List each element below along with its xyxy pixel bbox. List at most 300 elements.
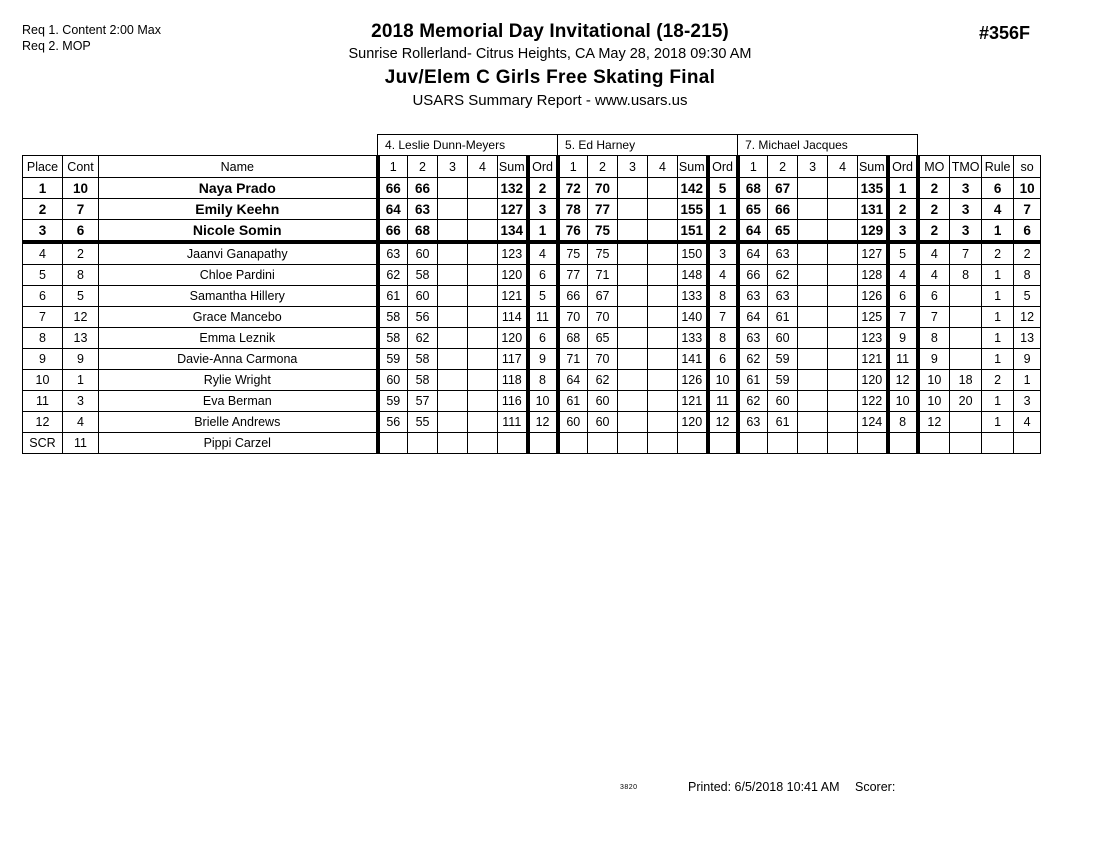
col-header-tmo: TMO bbox=[950, 156, 982, 178]
cell-j3-score3 bbox=[798, 370, 828, 391]
cell-j1-score1: 66 bbox=[378, 220, 408, 243]
cell-j2-score4 bbox=[648, 178, 678, 199]
cell-j2-score2: 75 bbox=[588, 242, 618, 265]
cell-j1-score1: 56 bbox=[378, 412, 408, 433]
cell-j2-sum: 155 bbox=[678, 199, 708, 220]
cell-j2-score4 bbox=[648, 265, 678, 286]
cell-j1-score1 bbox=[378, 433, 408, 454]
cell-cont: 7 bbox=[63, 199, 99, 220]
cell-j2-ord: 3 bbox=[708, 242, 738, 265]
col-header-j1-s4: 4 bbox=[468, 156, 498, 178]
cell-j2-ord: 8 bbox=[708, 286, 738, 307]
cell-so: 12 bbox=[1014, 307, 1041, 328]
cell-j1-score2: 55 bbox=[408, 412, 438, 433]
cell-j3-sum: 120 bbox=[858, 370, 888, 391]
cell-so: 5 bbox=[1014, 286, 1041, 307]
cell-place: 9 bbox=[23, 349, 63, 370]
cell-j1-score4 bbox=[468, 433, 498, 454]
cell-tmo: 20 bbox=[950, 391, 982, 412]
table-row bbox=[23, 286, 1041, 307]
band-spacer-left bbox=[23, 135, 378, 156]
cell-j3-sum: 125 bbox=[858, 307, 888, 328]
cell-j2-score1 bbox=[558, 433, 588, 454]
event-title: 2018 Memorial Day Invitational (18-215) bbox=[371, 21, 729, 42]
table-row bbox=[23, 328, 1041, 349]
cell-j2-sum: 141 bbox=[678, 349, 708, 370]
cell-so: 3 bbox=[1014, 391, 1041, 412]
cell-j1-score2: 60 bbox=[408, 242, 438, 265]
venue-datetime: Sunrise Rollerland- Citrus Heights, CA May 28, 2018 09:30 AM bbox=[348, 46, 752, 62]
table-row bbox=[23, 391, 1041, 412]
cell-so bbox=[1014, 433, 1041, 454]
cell-j2-score4 bbox=[648, 220, 678, 243]
cell-j1-score1: 66 bbox=[378, 178, 408, 199]
cell-j3-sum: 123 bbox=[858, 328, 888, 349]
cell-name: Emma Leznik bbox=[99, 328, 378, 349]
cell-rule: 6 bbox=[982, 178, 1014, 199]
cell-j1-score2: 63 bbox=[408, 199, 438, 220]
cell-j3-score4 bbox=[828, 391, 858, 412]
cell-j1-score1: 64 bbox=[378, 199, 408, 220]
cell-rule: 4 bbox=[982, 199, 1014, 220]
cell-j2-score2: 60 bbox=[588, 391, 618, 412]
cell-j2-score1: 64 bbox=[558, 370, 588, 391]
cell-j3-sum: 128 bbox=[858, 265, 888, 286]
cell-j1-score3 bbox=[438, 199, 468, 220]
cell-name: Rylie Wright bbox=[99, 370, 378, 391]
cell-j3-score3 bbox=[798, 412, 828, 433]
cell-j1-sum bbox=[498, 433, 528, 454]
cell-j2-sum: 151 bbox=[678, 220, 708, 243]
judge-name-1: 4. Leslie Dunn-Meyers bbox=[378, 135, 558, 156]
cell-j2-sum: 148 bbox=[678, 265, 708, 286]
cell-tmo: 3 bbox=[950, 178, 982, 199]
cell-j3-score1: 63 bbox=[738, 412, 768, 433]
cell-j3-score2: 63 bbox=[768, 286, 798, 307]
col-header-j2-sum: Sum bbox=[678, 156, 708, 178]
cell-j3-ord: 5 bbox=[888, 242, 918, 265]
cell-j2-score2: 67 bbox=[588, 286, 618, 307]
cell-j2-ord: 11 bbox=[708, 391, 738, 412]
col-header-j2-s3: 3 bbox=[618, 156, 648, 178]
cell-tmo: 8 bbox=[950, 265, 982, 286]
col-header-rule: Rule bbox=[982, 156, 1014, 178]
summary-table-body bbox=[23, 178, 1041, 454]
col-header-j3-ord: Ord bbox=[888, 156, 918, 178]
cell-j3-score1: 64 bbox=[738, 307, 768, 328]
cell-j2-ord: 8 bbox=[708, 328, 738, 349]
cell-j3-score2: 65 bbox=[768, 220, 798, 243]
cell-j1-score3 bbox=[438, 242, 468, 265]
cell-j3-ord bbox=[888, 433, 918, 454]
cell-j1-sum: 121 bbox=[498, 286, 528, 307]
cell-place: 2 bbox=[23, 199, 63, 220]
cell-j1-ord: 6 bbox=[528, 265, 558, 286]
cell-j2-score1: 77 bbox=[558, 265, 588, 286]
cell-mo: 2 bbox=[918, 178, 950, 199]
cell-j1-ord: 12 bbox=[528, 412, 558, 433]
cell-j3-sum: 124 bbox=[858, 412, 888, 433]
judge-name-3: 7. Michael Jacques bbox=[738, 135, 918, 156]
cell-j3-ord: 10 bbox=[888, 391, 918, 412]
cell-j2-score3 bbox=[618, 349, 648, 370]
cell-tmo bbox=[950, 349, 982, 370]
cell-j1-score1: 62 bbox=[378, 265, 408, 286]
cell-cont: 11 bbox=[63, 433, 99, 454]
cell-j2-score4 bbox=[648, 433, 678, 454]
table-row bbox=[23, 307, 1041, 328]
cell-j3-score1: 64 bbox=[738, 220, 768, 243]
cell-tmo bbox=[950, 412, 982, 433]
cell-mo: 12 bbox=[918, 412, 950, 433]
cell-place: 5 bbox=[23, 265, 63, 286]
cell-j1-score3 bbox=[438, 433, 468, 454]
cell-j3-sum: 131 bbox=[858, 199, 888, 220]
cell-tmo: 3 bbox=[950, 199, 982, 220]
cell-j2-score4 bbox=[648, 199, 678, 220]
cell-j1-score3 bbox=[438, 349, 468, 370]
cell-j2-ord: 6 bbox=[708, 349, 738, 370]
cell-j3-score4 bbox=[828, 412, 858, 433]
cell-name: Jaanvi Ganapathy bbox=[99, 242, 378, 265]
table-row bbox=[23, 370, 1041, 391]
cell-j3-score2: 59 bbox=[768, 349, 798, 370]
summary-table bbox=[22, 134, 1041, 454]
cell-j2-score1: 60 bbox=[558, 412, 588, 433]
cell-name: Emily Keehn bbox=[99, 199, 378, 220]
cell-j2-score3 bbox=[618, 242, 648, 265]
cell-j3-score2: 67 bbox=[768, 178, 798, 199]
cell-rule bbox=[982, 433, 1014, 454]
cell-j1-sum: 117 bbox=[498, 349, 528, 370]
cell-j3-score2: 66 bbox=[768, 199, 798, 220]
cell-j2-score4 bbox=[648, 307, 678, 328]
cell-j1-score1: 58 bbox=[378, 328, 408, 349]
requirement-line: Req 1. Content 2:00 Max bbox=[22, 23, 161, 37]
cell-j1-score3 bbox=[438, 370, 468, 391]
col-header-j3-s4: 4 bbox=[828, 156, 858, 178]
cell-j1-sum: 111 bbox=[498, 412, 528, 433]
cell-rule: 2 bbox=[982, 242, 1014, 265]
cell-name: Brielle Andrews bbox=[99, 412, 378, 433]
cell-mo: 8 bbox=[918, 328, 950, 349]
cell-j3-ord: 12 bbox=[888, 370, 918, 391]
col-header-j2-s4: 4 bbox=[648, 156, 678, 178]
cell-j1-ord bbox=[528, 433, 558, 454]
table-row bbox=[23, 199, 1041, 220]
table-row bbox=[23, 178, 1041, 199]
cell-j1-ord: 5 bbox=[528, 286, 558, 307]
cell-mo: 6 bbox=[918, 286, 950, 307]
cell-rule: 1 bbox=[982, 412, 1014, 433]
cell-j1-ord: 9 bbox=[528, 349, 558, 370]
cell-mo bbox=[918, 433, 950, 454]
cell-j1-sum: 118 bbox=[498, 370, 528, 391]
cell-j1-score4 bbox=[468, 178, 498, 199]
table-row bbox=[23, 220, 1041, 243]
cell-name: Naya Prado bbox=[99, 178, 378, 199]
cell-tmo: 7 bbox=[950, 242, 982, 265]
cell-j2-sum: 133 bbox=[678, 328, 708, 349]
cell-j2-ord: 10 bbox=[708, 370, 738, 391]
scorer-label: Scorer: bbox=[855, 780, 896, 794]
cell-j1-sum: 120 bbox=[498, 328, 528, 349]
cell-j2-score3 bbox=[618, 286, 648, 307]
cell-j3-score2: 63 bbox=[768, 242, 798, 265]
cell-name: Grace Mancebo bbox=[99, 307, 378, 328]
cell-name: Davie-Anna Carmona bbox=[99, 349, 378, 370]
cell-so: 13 bbox=[1014, 328, 1041, 349]
cell-j3-score1: 65 bbox=[738, 199, 768, 220]
col-header-j1-ord: Ord bbox=[528, 156, 558, 178]
cell-j2-score2: 71 bbox=[588, 265, 618, 286]
cell-j2-score4 bbox=[648, 391, 678, 412]
col-header-j1-s2: 2 bbox=[408, 156, 438, 178]
cell-j1-sum: 127 bbox=[498, 199, 528, 220]
col-header-j1-s3: 3 bbox=[438, 156, 468, 178]
cell-rule: 1 bbox=[982, 286, 1014, 307]
cell-j2-ord: 12 bbox=[708, 412, 738, 433]
cell-j3-score4 bbox=[828, 178, 858, 199]
cell-j1-score3 bbox=[438, 328, 468, 349]
cell-j3-score3 bbox=[798, 220, 828, 243]
cell-j2-score3 bbox=[618, 433, 648, 454]
col-header-j2-s2: 2 bbox=[588, 156, 618, 178]
cell-place: 1 bbox=[23, 178, 63, 199]
cell-j3-score1: 63 bbox=[738, 328, 768, 349]
cell-j1-score3 bbox=[438, 178, 468, 199]
cell-j3-sum: 135 bbox=[858, 178, 888, 199]
cell-cont: 4 bbox=[63, 412, 99, 433]
cell-place: 4 bbox=[23, 242, 63, 265]
cell-j1-score1: 60 bbox=[378, 370, 408, 391]
cell-cont: 12 bbox=[63, 307, 99, 328]
cell-place: 3 bbox=[23, 220, 63, 243]
cell-j3-score4 bbox=[828, 242, 858, 265]
cell-so: 8 bbox=[1014, 265, 1041, 286]
cell-place: 10 bbox=[23, 370, 63, 391]
cell-j1-score1: 59 bbox=[378, 391, 408, 412]
cell-name: Eva Berman bbox=[99, 391, 378, 412]
cell-mo: 10 bbox=[918, 370, 950, 391]
cell-j1-score1: 61 bbox=[378, 286, 408, 307]
cell-j1-score2: 56 bbox=[408, 307, 438, 328]
cell-j3-score4 bbox=[828, 265, 858, 286]
page-header bbox=[0, 20, 1100, 112]
cell-j1-score4 bbox=[468, 242, 498, 265]
cell-j1-score1: 63 bbox=[378, 242, 408, 265]
cell-j2-sum: 150 bbox=[678, 242, 708, 265]
cell-j1-score4 bbox=[468, 391, 498, 412]
cell-j2-ord: 2 bbox=[708, 220, 738, 243]
cell-name: Pippi Carzel bbox=[99, 433, 378, 454]
cell-j1-sum: 120 bbox=[498, 265, 528, 286]
cell-tmo: 18 bbox=[950, 370, 982, 391]
cell-j3-score3 bbox=[798, 199, 828, 220]
cell-j3-score3 bbox=[798, 242, 828, 265]
cell-j2-sum: 133 bbox=[678, 286, 708, 307]
cell-j3-ord: 7 bbox=[888, 307, 918, 328]
cell-j2-score2: 60 bbox=[588, 412, 618, 433]
cell-j1-score4 bbox=[468, 199, 498, 220]
cell-j3-ord: 2 bbox=[888, 199, 918, 220]
col-header-j2-ord: Ord bbox=[708, 156, 738, 178]
cell-j1-score2: 66 bbox=[408, 178, 438, 199]
cell-j3-score2: 60 bbox=[768, 391, 798, 412]
cell-mo: 9 bbox=[918, 349, 950, 370]
cell-j3-score3 bbox=[798, 307, 828, 328]
cell-j2-score1: 72 bbox=[558, 178, 588, 199]
cell-j3-ord: 1 bbox=[888, 178, 918, 199]
cell-j3-score2: 61 bbox=[768, 307, 798, 328]
cell-j2-ord bbox=[708, 433, 738, 454]
col-header-mo: MO bbox=[918, 156, 950, 178]
cell-j1-score4 bbox=[468, 307, 498, 328]
cell-mo: 4 bbox=[918, 265, 950, 286]
cell-j1-sum: 134 bbox=[498, 220, 528, 243]
cell-j2-score1: 71 bbox=[558, 349, 588, 370]
cell-j2-score4 bbox=[648, 370, 678, 391]
cell-so: 1 bbox=[1014, 370, 1041, 391]
cell-place: 12 bbox=[23, 412, 63, 433]
cell-rule: 1 bbox=[982, 307, 1014, 328]
cell-name: Samantha Hillery bbox=[99, 286, 378, 307]
cell-j2-score3 bbox=[618, 412, 648, 433]
cell-rule: 1 bbox=[982, 328, 1014, 349]
cell-place: SCR bbox=[23, 433, 63, 454]
cell-j1-score4 bbox=[468, 328, 498, 349]
cell-j1-ord: 11 bbox=[528, 307, 558, 328]
cell-j1-score2 bbox=[408, 433, 438, 454]
cell-j2-score3 bbox=[618, 265, 648, 286]
column-header-row bbox=[23, 156, 1041, 178]
cell-j3-score4 bbox=[828, 328, 858, 349]
table-row bbox=[23, 349, 1041, 370]
cell-j1-score4 bbox=[468, 265, 498, 286]
cell-rule: 1 bbox=[982, 220, 1014, 243]
cell-j2-score1: 66 bbox=[558, 286, 588, 307]
cell-j2-ord: 4 bbox=[708, 265, 738, 286]
cell-j2-score4 bbox=[648, 328, 678, 349]
cell-j2-score3 bbox=[618, 178, 648, 199]
col-header-j3-s3: 3 bbox=[798, 156, 828, 178]
cell-j1-sum: 132 bbox=[498, 178, 528, 199]
cell-j3-score1 bbox=[738, 433, 768, 454]
table-row bbox=[23, 433, 1041, 454]
cell-j3-score4 bbox=[828, 286, 858, 307]
cell-j2-sum: 121 bbox=[678, 391, 708, 412]
cell-j3-score4 bbox=[828, 220, 858, 243]
cell-j2-score3 bbox=[618, 328, 648, 349]
cell-place: 11 bbox=[23, 391, 63, 412]
cell-j3-score3 bbox=[798, 328, 828, 349]
cell-j3-sum: 127 bbox=[858, 242, 888, 265]
cell-j1-score3 bbox=[438, 265, 468, 286]
cell-j2-score2: 70 bbox=[588, 307, 618, 328]
cell-j3-score2: 62 bbox=[768, 265, 798, 286]
cell-j3-sum bbox=[858, 433, 888, 454]
cell-j1-score2: 58 bbox=[408, 265, 438, 286]
cell-j2-ord: 1 bbox=[708, 199, 738, 220]
cell-j1-score4 bbox=[468, 220, 498, 243]
cell-cont: 1 bbox=[63, 370, 99, 391]
cell-j2-score2: 70 bbox=[588, 349, 618, 370]
cell-j1-score2: 60 bbox=[408, 286, 438, 307]
event-category: Juv/Elem C Girls Free Skating Final bbox=[384, 67, 716, 88]
cell-j1-sum: 123 bbox=[498, 242, 528, 265]
cell-j2-score3 bbox=[618, 199, 648, 220]
cell-j1-ord: 2 bbox=[528, 178, 558, 199]
col-header-j1-sum: Sum bbox=[498, 156, 528, 178]
cell-j3-sum: 126 bbox=[858, 286, 888, 307]
cell-j2-score4 bbox=[648, 349, 678, 370]
cell-j1-score2: 68 bbox=[408, 220, 438, 243]
cell-j3-score4 bbox=[828, 349, 858, 370]
cell-cont: 10 bbox=[63, 178, 99, 199]
cell-j1-ord: 1 bbox=[528, 220, 558, 243]
cell-j3-score1: 68 bbox=[738, 178, 768, 199]
col-header-j2-s1: 1 bbox=[558, 156, 588, 178]
cell-j1-ord: 3 bbox=[528, 199, 558, 220]
cell-mo: 2 bbox=[918, 199, 950, 220]
cell-j2-ord: 5 bbox=[708, 178, 738, 199]
cell-j3-sum: 122 bbox=[858, 391, 888, 412]
cell-j3-score3 bbox=[798, 286, 828, 307]
cell-place: 8 bbox=[23, 328, 63, 349]
cell-j2-score2: 65 bbox=[588, 328, 618, 349]
cell-j3-score3 bbox=[798, 265, 828, 286]
col-header-j3-s2: 2 bbox=[768, 156, 798, 178]
cell-tmo bbox=[950, 433, 982, 454]
printed-stamp: Printed: 6/5/2018 10:41 AM bbox=[688, 780, 840, 794]
cell-j1-score2: 58 bbox=[408, 349, 438, 370]
cell-j2-score4 bbox=[648, 412, 678, 433]
cell-j3-score3 bbox=[798, 391, 828, 412]
cell-j2-score1: 78 bbox=[558, 199, 588, 220]
cell-mo: 4 bbox=[918, 242, 950, 265]
cell-j2-score1: 68 bbox=[558, 328, 588, 349]
cell-j2-score3 bbox=[618, 220, 648, 243]
table-row bbox=[23, 242, 1041, 265]
cell-cont: 8 bbox=[63, 265, 99, 286]
col-header-place: Place bbox=[23, 156, 63, 178]
cell-j3-score2: 61 bbox=[768, 412, 798, 433]
cell-j2-score2: 77 bbox=[588, 199, 618, 220]
judge-name-2: 5. Ed Harney bbox=[558, 135, 738, 156]
cell-j3-score1: 61 bbox=[738, 370, 768, 391]
cell-j3-score1: 62 bbox=[738, 349, 768, 370]
col-header-so: so bbox=[1014, 156, 1041, 178]
table-row bbox=[23, 265, 1041, 286]
cell-j2-score3 bbox=[618, 370, 648, 391]
cell-j2-score3 bbox=[618, 307, 648, 328]
cell-j1-score3 bbox=[438, 307, 468, 328]
cell-j1-ord: 8 bbox=[528, 370, 558, 391]
requirement-line: Req 2. MOP bbox=[22, 39, 91, 53]
col-header-name: Name bbox=[99, 156, 378, 178]
cell-so: 2 bbox=[1014, 242, 1041, 265]
cell-j3-ord: 6 bbox=[888, 286, 918, 307]
cell-j3-score1: 62 bbox=[738, 391, 768, 412]
cell-j2-score1: 76 bbox=[558, 220, 588, 243]
cell-j2-score3 bbox=[618, 391, 648, 412]
cell-j3-score4 bbox=[828, 370, 858, 391]
cell-j3-score3 bbox=[798, 178, 828, 199]
cell-j3-score2 bbox=[768, 433, 798, 454]
footer-form-code: 3820 bbox=[620, 784, 638, 791]
band-spacer-right bbox=[918, 135, 1041, 156]
cell-rule: 1 bbox=[982, 349, 1014, 370]
